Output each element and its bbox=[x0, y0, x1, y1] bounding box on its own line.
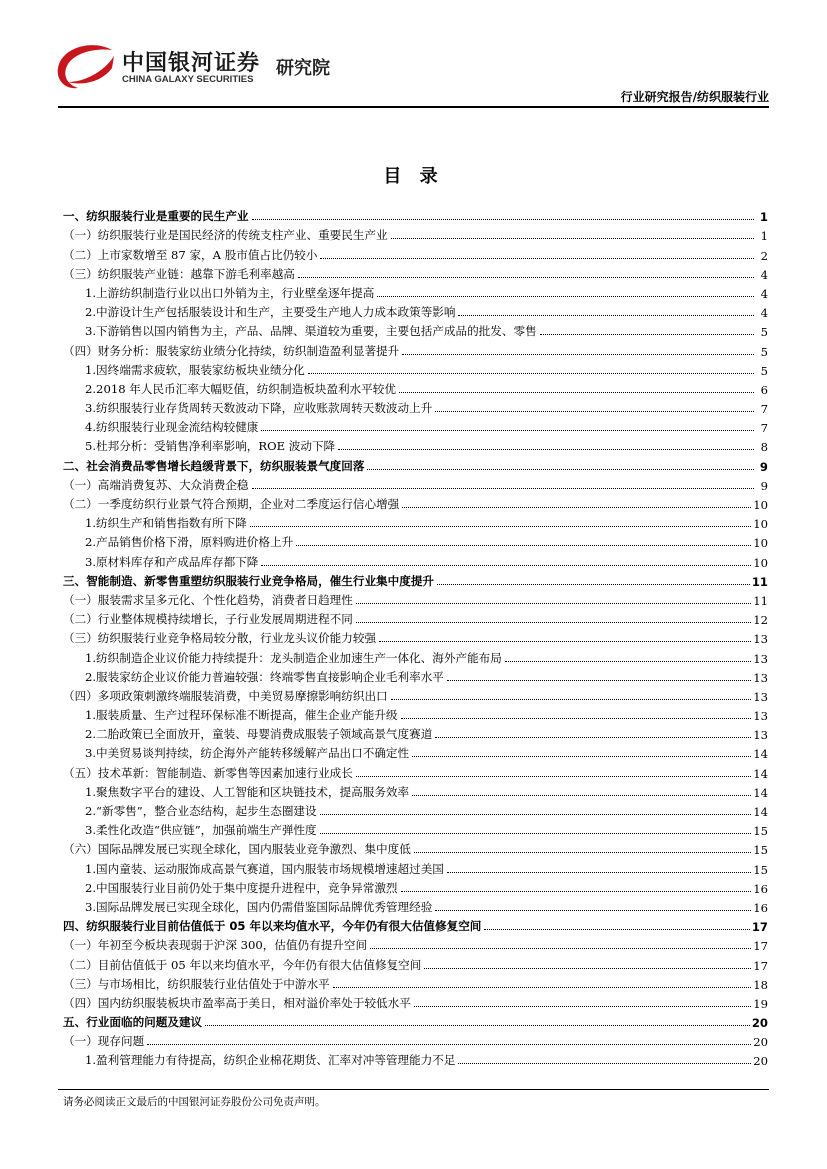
toc-entry[interactable] bbox=[63, 589, 768, 608]
toc-entry-title: （五）技术革新：智能制造、新零售等因素加速行业成长 bbox=[63, 765, 353, 780]
toc-page-number: 13 bbox=[753, 651, 768, 666]
toc-page-number: 15 bbox=[753, 843, 768, 858]
toc-entry-title: （一）年初至今板块表现弱于沪深 300，估值仍有提升空间 bbox=[63, 938, 368, 953]
toc-entry[interactable] bbox=[63, 378, 768, 397]
toc-entry-title: （二）行业整体规模持续增长，子行业发展周期进程不同 bbox=[63, 612, 353, 627]
toc-dot-leader bbox=[205, 1025, 750, 1026]
toc-dot-leader bbox=[377, 296, 754, 297]
toc-dot-leader bbox=[370, 948, 751, 949]
toc-dot-leader bbox=[447, 680, 751, 681]
toc-page-number: 10 bbox=[753, 517, 768, 532]
toc-dot-leader bbox=[320, 814, 752, 815]
toc-dot-leader bbox=[484, 929, 749, 930]
toc-entry[interactable] bbox=[63, 704, 768, 723]
toc-entry-title: 5.杜邦分析：受销售净利率影响，ROE 波动下降 bbox=[85, 439, 336, 454]
toc-entry-title: 2.服装家纺企业议价能力普遍较强：终端零售直接影响企业毛利率水平 bbox=[85, 669, 444, 684]
toc-page-number: 14 bbox=[753, 785, 768, 800]
galaxy-logo-icon bbox=[54, 42, 116, 92]
toc-entry[interactable] bbox=[63, 800, 768, 819]
toc-entry-title: 1.聚焦数字平台的建设、人工智能和区块链技术，提高服务效率 bbox=[85, 784, 410, 799]
toc-entry[interactable] bbox=[63, 493, 768, 512]
toc-entry-title: （二）上市家数增至 87 家，A 股市值占比仍较小 bbox=[63, 247, 318, 262]
toc-entry[interactable] bbox=[63, 416, 768, 435]
toc-entry-title: （二）目前估值低于 05 年以来均值水平，今年仍有很大估值修复空间 bbox=[63, 957, 422, 972]
toc-page-number: 11 bbox=[753, 593, 768, 608]
toc-entry-title: （三）纺织服装行业竞争格局较分散，行业龙头议价能力较强 bbox=[63, 631, 377, 646]
toc-entry-title: （一）服装需求呈多元化、个性化趋势，消费者日趋理性 bbox=[63, 592, 353, 607]
toc-entry[interactable] bbox=[63, 301, 768, 320]
toc-dot-leader bbox=[435, 737, 751, 738]
toc-entry[interactable] bbox=[63, 723, 768, 742]
toc-entry[interactable] bbox=[63, 205, 768, 224]
toc-entry[interactable] bbox=[63, 512, 768, 531]
toc-dot-leader bbox=[401, 891, 752, 892]
toc-page-number: 10 bbox=[753, 555, 768, 570]
toc-entry-title: 1.国内童装、运动服饰成高景气赛道，国内服装市场规模增速超过美国 bbox=[85, 861, 444, 876]
toc-entry-title: 3.国际品牌发展已实现全球化，国内仍需借鉴国际品牌优秀管理经验 bbox=[85, 899, 433, 914]
toc-entry-title: 1.纺织生产和销售指数有所下降 bbox=[85, 516, 247, 531]
toc-page-number: 9 bbox=[759, 459, 768, 474]
toc-dot-leader bbox=[402, 354, 754, 355]
company-logo bbox=[54, 42, 354, 92]
toc-dot-leader bbox=[367, 469, 754, 470]
toc-entry[interactable] bbox=[63, 934, 768, 953]
toc-entry[interactable] bbox=[63, 646, 768, 665]
toc-entry[interactable] bbox=[63, 819, 768, 838]
toc-entry[interactable] bbox=[63, 915, 768, 934]
toc-entry-title: （六）国际品牌发展已实现全球化，国内服装业竞争激烈、集中度低 bbox=[63, 842, 411, 857]
toc-page-number: 10 bbox=[753, 498, 768, 512]
toc-dot-leader bbox=[435, 411, 754, 412]
toc-page-number: 5 bbox=[760, 363, 768, 378]
toc-dot-leader bbox=[401, 718, 752, 719]
toc-page-number: 14 bbox=[753, 766, 768, 781]
toc-entry[interactable] bbox=[63, 666, 768, 685]
toc-entry-title: 三、智能制造、新零售重塑纺织服装行业竞争格局，催生行业集中度提升 bbox=[63, 573, 435, 588]
toc-entry-title: 2.产品销售价格下滑，原料购进价格上升 bbox=[85, 535, 294, 550]
toc-entry[interactable] bbox=[63, 781, 768, 800]
toc-page-number: 6 bbox=[760, 382, 768, 397]
toc-page-number: 4 bbox=[760, 306, 768, 321]
toc-entry[interactable] bbox=[63, 838, 768, 857]
toc-entry-title: 3.纺织服装行业存货周转天数波动下降，应收账款周转天数波动上升 bbox=[85, 401, 433, 416]
toc-dot-leader bbox=[412, 756, 751, 757]
toc-entry[interactable] bbox=[63, 474, 768, 493]
toc-page-number: 14 bbox=[753, 747, 768, 762]
toc-dot-leader bbox=[414, 1006, 751, 1007]
toc-entry-title: 3.原材料库存和产成品库存都下降 bbox=[85, 554, 259, 569]
toc-page-number: 14 bbox=[753, 805, 768, 819]
toc-entry[interactable] bbox=[63, 627, 768, 646]
toc-entry-title: （一）高端消费复苏、大众消费企稳 bbox=[63, 477, 249, 492]
toc-entry-title: 1.盈利管理能力有待提高，纺织企业棉花期货、汇率对冲等管理能力不足 bbox=[85, 1053, 456, 1068]
toc-page-number: 1 bbox=[759, 210, 768, 225]
toc-entry[interactable] bbox=[63, 320, 768, 339]
toc-entry-title: （一）纺织服装行业是国民经济的传统支柱产业、重要民生产业 bbox=[63, 228, 388, 243]
toc-entry-title: 四、纺织服装行业目前估值低于 05 年以来均值水平，今年仍有很大估值修复空间 bbox=[63, 919, 482, 934]
toc-page-number: 13 bbox=[753, 728, 768, 743]
footer-disclaimer: 请务必阅读正文最后的中国银河证券股份公司免责声明。 bbox=[63, 1096, 326, 1108]
toc-page-number: 4 bbox=[760, 267, 768, 282]
logo-english-name: CHINA GALAXY SECURITIES bbox=[122, 74, 254, 85]
toc-dot-leader bbox=[296, 545, 751, 546]
toc-entry-title: 1.上游纺织制造行业以出口外销为主，行业壁垒逐年提高 bbox=[85, 285, 375, 300]
toc-dot-leader bbox=[261, 430, 754, 431]
toc-page-number: 10 bbox=[753, 536, 768, 551]
toc-entry-title: 2.中国服装行业目前仍处于集中度提升进程中，竞争异常激烈 bbox=[85, 880, 398, 895]
toc-page-number: 16 bbox=[753, 881, 768, 896]
toc-dot-leader bbox=[338, 449, 754, 450]
toc-entry-title: 3.柔性化改造“供应链”，加强前端生产弹性度 bbox=[85, 823, 317, 838]
toc-dot-leader bbox=[356, 622, 751, 623]
toc-entry-title: （四）多项政策刺激终端服装消费，中美贸易摩擦影响纺织出口 bbox=[63, 688, 388, 703]
toc-entry-title: 一、纺织服装行业是重要的民生产业 bbox=[63, 209, 249, 224]
toc-entry[interactable] bbox=[63, 953, 768, 972]
toc-page-number: 7 bbox=[760, 421, 768, 436]
toc-entry-title: 3.下游销售以国内销售为主，产品、品牌、渠道较为重要，主要包括产成品的批发、零售 bbox=[85, 324, 537, 339]
toc-page-number: 15 bbox=[753, 824, 768, 839]
toc-dot-leader bbox=[412, 795, 751, 796]
toc-page-number: 17 bbox=[753, 958, 768, 973]
toc-dot-leader bbox=[437, 584, 750, 585]
toc-entry[interactable] bbox=[63, 435, 768, 454]
toc-dot-leader bbox=[458, 315, 754, 316]
toc-entry-title: 2.中游设计生产包括服装设计和生产，主要受生产地人力成本政策等影响 bbox=[85, 305, 456, 320]
toc-entry-title: 2.2018 年人民币汇率大幅贬值，纺织制造板块盈利水平较优 bbox=[85, 381, 396, 396]
toc-entry[interactable] bbox=[63, 896, 768, 915]
toc-page-number: 1 bbox=[760, 229, 768, 244]
toc-entry[interactable] bbox=[63, 1049, 768, 1068]
toc-entry-title: 1.服装质量、生产过程环保标准不断提高，催生企业产能升级 bbox=[85, 708, 398, 723]
toc-dot-leader bbox=[505, 661, 751, 662]
toc-dot-leader bbox=[424, 968, 751, 969]
toc-page-number: 18 bbox=[753, 977, 768, 992]
toc-entry[interactable] bbox=[63, 263, 768, 282]
toc-entry[interactable] bbox=[63, 608, 768, 627]
toc-entry-title: （二）一季度纺织行业景气符合预期，企业对二季度运行信心增强 bbox=[63, 497, 400, 511]
toc-dot-leader bbox=[435, 910, 751, 911]
toc-entry[interactable] bbox=[63, 761, 768, 780]
institute-label: 研究院 bbox=[276, 58, 330, 79]
toc-entry-title: （三）与市场相比，纺织服装行业估值处于中游水平 bbox=[63, 976, 330, 991]
toc-dot-leader bbox=[379, 641, 751, 642]
toc-entry[interactable] bbox=[63, 531, 768, 550]
toc-page-number: 19 bbox=[753, 996, 768, 1011]
toc-dot-leader bbox=[320, 258, 754, 259]
toc-entry-title: 二、社会消费品零售增长趋缓背景下，纺织服装景气度回落 bbox=[63, 458, 365, 473]
toc-entry[interactable] bbox=[63, 397, 768, 416]
toc-entry[interactable] bbox=[63, 857, 768, 876]
toc-dot-leader bbox=[391, 238, 754, 239]
toc-page-number: 13 bbox=[753, 689, 768, 704]
toc-title: 目 录 bbox=[383, 166, 444, 187]
toc-page-number: 15 bbox=[753, 862, 768, 877]
toc-entry[interactable] bbox=[63, 339, 768, 358]
toc-entry-title: （一）现存问题 bbox=[63, 1034, 145, 1049]
toc-dot-leader bbox=[298, 277, 754, 278]
toc-dot-leader bbox=[458, 1063, 751, 1064]
toc-dot-leader bbox=[308, 373, 754, 374]
toc-page-number: 16 bbox=[753, 900, 768, 915]
toc-entry[interactable] bbox=[63, 742, 768, 761]
toc-dot-leader bbox=[540, 334, 754, 335]
toc-entry[interactable] bbox=[63, 454, 768, 473]
toc-dot-leader bbox=[356, 603, 751, 604]
toc-entry-title: （四）财务分析：服装家纺业绩分化持续，纺织制造盈利显著提升 bbox=[63, 343, 400, 358]
toc-page-number: 8 bbox=[760, 440, 768, 455]
toc-dot-leader bbox=[402, 507, 751, 508]
toc-page-number: 13 bbox=[753, 632, 768, 647]
toc-page-number: 4 bbox=[760, 286, 768, 301]
toc-page-number: 13 bbox=[753, 709, 768, 724]
toc-page-number: 9 bbox=[760, 478, 768, 493]
toc-dot-leader bbox=[252, 219, 754, 220]
toc-page-number: 5 bbox=[760, 344, 768, 359]
toc-page-number: 20 bbox=[753, 1054, 768, 1069]
toc-dot-leader bbox=[261, 565, 751, 566]
toc-entry[interactable] bbox=[63, 973, 768, 992]
toc-dot-leader bbox=[391, 699, 752, 700]
toc-entry-title: 1.纺织制造企业议价能力持续提升：龙头制造企业加速生产一体化、海外产能布局 bbox=[85, 650, 502, 665]
toc-entry-title: 五、行业面临的问题及建议 bbox=[63, 1015, 203, 1030]
toc-entry-title: 2.二胎政策已全面放开，童装、母婴消费成服装子领域高景气度赛道 bbox=[85, 727, 433, 742]
toc-entry[interactable] bbox=[63, 1011, 768, 1030]
table-of-contents bbox=[63, 205, 768, 1068]
toc-entry[interactable] bbox=[63, 1030, 768, 1049]
toc-entry[interactable] bbox=[63, 877, 768, 896]
toc-entry-title: （四）国内纺织服装板块市盈率高于美日，相对溢价率处于较低水平 bbox=[63, 995, 411, 1010]
toc-dot-leader bbox=[252, 488, 754, 489]
toc-dot-leader bbox=[320, 833, 752, 834]
toc-entry[interactable] bbox=[63, 992, 768, 1011]
toc-entry[interactable] bbox=[63, 359, 768, 378]
toc-page-number: 7 bbox=[760, 402, 768, 417]
toc-page-number: 12 bbox=[753, 613, 768, 628]
toc-entry[interactable] bbox=[63, 685, 768, 704]
toc-entry[interactable] bbox=[63, 224, 768, 243]
toc-page-number: 17 bbox=[751, 920, 768, 935]
toc-entry-title: （三）纺织服装产业链：越靠下游毛利率越高 bbox=[63, 266, 295, 281]
toc-entry[interactable] bbox=[63, 570, 768, 589]
toc-entry-title: 1.因终端需求疲软，服装家纺板块业绩分化 bbox=[85, 362, 305, 377]
toc-entry-title: 3.中美贸易谈判持续，纺企海外产能转移缓解产品出口不确定性 bbox=[85, 746, 410, 761]
toc-page-number: 20 bbox=[751, 1016, 768, 1031]
toc-page-number: 2 bbox=[760, 248, 768, 263]
footer-divider bbox=[58, 1089, 769, 1090]
toc-dot-leader bbox=[333, 987, 752, 988]
toc-entry[interactable] bbox=[63, 550, 768, 569]
toc-dot-leader bbox=[147, 1044, 751, 1045]
toc-page-number: 13 bbox=[753, 670, 768, 685]
toc-page-number: 17 bbox=[753, 939, 768, 954]
toc-dot-leader bbox=[356, 776, 751, 777]
toc-dot-leader bbox=[399, 392, 754, 393]
toc-entry-title: 4.纺织服装行业现金流结构较健康 bbox=[85, 420, 259, 435]
toc-entry[interactable] bbox=[63, 243, 768, 262]
report-category: 行业研究报告/纺织服装行业 bbox=[620, 90, 769, 104]
toc-entry[interactable] bbox=[63, 282, 768, 301]
header-divider bbox=[58, 106, 769, 108]
toc-dot-leader bbox=[250, 526, 751, 527]
toc-dot-leader bbox=[447, 872, 751, 873]
toc-page-number: 5 bbox=[760, 325, 768, 340]
toc-page-number: 11 bbox=[751, 574, 768, 589]
toc-dot-leader bbox=[414, 852, 751, 853]
toc-entry-title: 2.“新零售”，整合业态结构，起步生态圈建设 bbox=[85, 804, 317, 818]
toc-page-number: 20 bbox=[753, 1035, 768, 1050]
logo-chinese-name: 中国银河证券 bbox=[122, 51, 261, 76]
